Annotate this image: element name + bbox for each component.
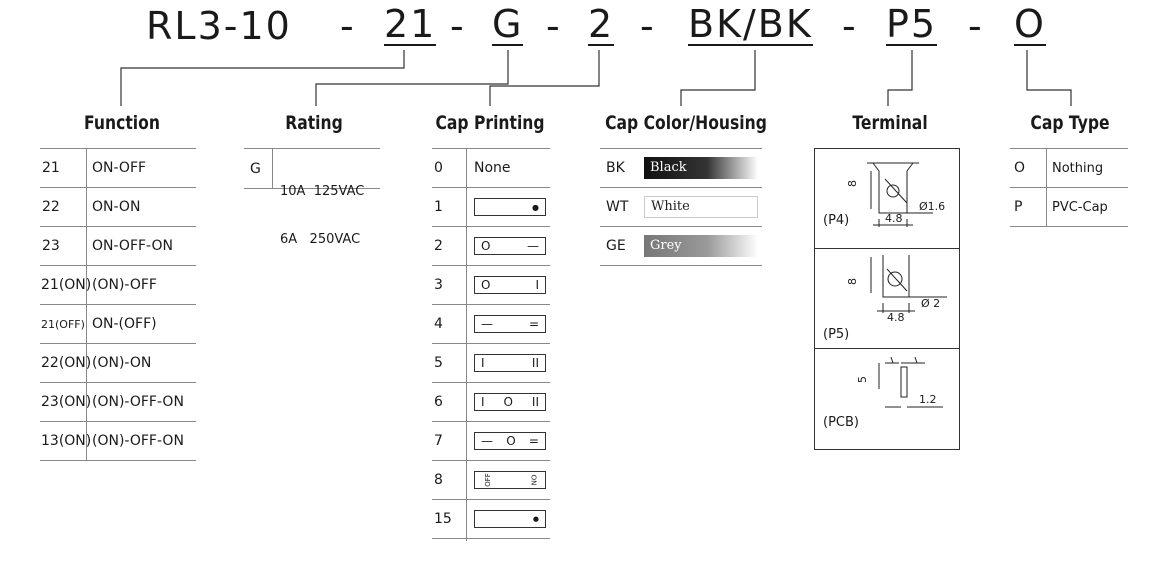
switch-right: II: [531, 356, 539, 370]
captype-table: [1010, 148, 1128, 227]
switch-left: OFF: [483, 473, 492, 487]
printing-code: 5: [434, 355, 443, 371]
captype-header: Cap Type: [1030, 112, 1110, 134]
printing-code: 4: [434, 316, 443, 332]
switch-right: II: [531, 395, 539, 409]
pcb-label: (PCB): [823, 415, 859, 430]
code-terminal: P5: [886, 2, 938, 46]
terminal-pcb-drawing: [815, 349, 961, 451]
grey-swatch: Grey: [644, 235, 758, 257]
switch-mid: O: [506, 434, 516, 448]
printing-code: 15: [434, 511, 452, 527]
switch-mid: O: [503, 395, 513, 409]
function-code: 21(ON): [41, 277, 92, 293]
switch-left: —: [481, 434, 493, 448]
leader-line-printing: [490, 50, 599, 106]
function-code: 23(ON): [41, 394, 92, 410]
rating-line-1: 10A 125VAC: [280, 184, 365, 199]
leader-line-rating: [316, 50, 508, 106]
rating-divider: [272, 149, 273, 189]
function-label: ON-(OFF): [92, 316, 157, 332]
printing-code: 1: [434, 199, 443, 215]
code-sep: -: [968, 4, 982, 48]
function-row: [40, 227, 196, 266]
printing-row: [432, 149, 550, 188]
switch-icon: [474, 237, 546, 255]
printing-row: [432, 344, 550, 383]
code-color: BK/BK: [688, 2, 813, 46]
leader-line-terminal: [888, 50, 912, 106]
captype-label: PVC-Cap: [1052, 199, 1108, 215]
printing-code: 0: [434, 160, 443, 176]
pcb-width: 1.2: [919, 393, 937, 406]
p5-width: 4.8: [887, 311, 905, 324]
leader-line-captype: [1027, 50, 1071, 106]
printing-row: [432, 500, 550, 539]
printing-table: [432, 148, 550, 539]
printing-row: [432, 266, 550, 305]
captype-row: [1010, 149, 1128, 188]
function-code: 13(ON): [41, 433, 92, 449]
code-printing: 2: [588, 2, 615, 46]
rating-values: [280, 152, 364, 280]
printing-code: 8: [434, 472, 443, 488]
printing-row: [432, 422, 550, 461]
p5-diameter: Ø 2: [921, 297, 941, 310]
rating-line-2: 6A 250VAC: [280, 232, 361, 247]
rating-table: [244, 148, 380, 247]
code-sep: -: [640, 4, 654, 48]
function-row: [40, 305, 196, 344]
white-swatch: White: [644, 196, 758, 218]
rating-header: Rating: [285, 112, 343, 134]
function-header: Function: [84, 112, 160, 134]
p4-diameter: Ø1.6: [919, 200, 946, 213]
switch-right: I: [535, 278, 539, 292]
pcb-height: 5: [856, 376, 869, 383]
function-table: [40, 148, 196, 461]
function-row: [40, 344, 196, 383]
rating-code: G: [250, 160, 261, 177]
switch-icon: [474, 276, 546, 294]
code-sep: -: [450, 4, 464, 48]
switch-right: —: [526, 239, 539, 253]
switch-left: I: [481, 356, 485, 370]
printing-row: [432, 305, 550, 344]
p4-label: (P4): [823, 213, 850, 228]
printing-code: 7: [434, 433, 443, 449]
printing-code: 3: [434, 277, 443, 293]
switch-right: ON: [529, 474, 538, 486]
switch-left: O: [481, 239, 491, 253]
code-captype: O: [1014, 2, 1046, 46]
switch-left: I: [481, 395, 485, 409]
code-base: RL3-10: [146, 4, 292, 48]
switch-icon: [474, 432, 546, 450]
switch-right: =: [528, 434, 539, 448]
switch-left: O: [481, 278, 491, 292]
switch-right: =: [528, 317, 539, 331]
function-row: [40, 422, 196, 461]
p4-height: 8: [846, 180, 859, 187]
switch-icon: [474, 393, 546, 411]
code-sep: -: [842, 4, 856, 48]
switch-right: ●: [532, 515, 539, 523]
capcolor-table: [600, 148, 762, 266]
printing-row: [432, 383, 550, 422]
switch-icon: [474, 354, 546, 372]
function-code: 23: [42, 238, 60, 254]
capcolor-row: [600, 188, 762, 227]
capcolor-code: BK: [606, 160, 625, 176]
function-row: [40, 383, 196, 422]
function-row: [40, 149, 196, 188]
printing-label: None: [474, 160, 511, 176]
code-sep: -: [546, 4, 560, 48]
captype-label: Nothing: [1052, 160, 1104, 176]
function-code: 21(OFF): [41, 317, 85, 331]
leader-line-color: [681, 50, 755, 106]
switch-left: —: [481, 317, 493, 331]
black-swatch: Black: [644, 157, 758, 179]
function-code: 22: [42, 199, 60, 215]
terminal-header: Terminal: [852, 112, 928, 134]
switch-icon: [474, 198, 546, 216]
captype-row: [1010, 188, 1128, 227]
function-code: 22(ON): [41, 355, 92, 371]
function-label: ON-OFF: [92, 160, 147, 176]
terminal-p4-drawing: [815, 149, 961, 249]
capcolor-row: [600, 149, 762, 188]
function-code: 21: [42, 160, 60, 176]
capcolor-code: WT: [606, 199, 629, 215]
function-label: ON-ON: [92, 199, 141, 215]
captype-code: P: [1014, 199, 1023, 215]
code-sep: -: [340, 4, 354, 48]
function-row: [40, 266, 196, 305]
terminal-panel: [814, 148, 960, 450]
capcolor-row: [600, 227, 762, 266]
p5-label: (P5): [823, 327, 850, 342]
rating-row: [244, 149, 380, 247]
printing-code: 6: [434, 394, 443, 410]
function-label: (ON)-OFF-ON: [92, 433, 184, 449]
switch-icon: [474, 471, 546, 489]
capcolor-header: Cap Color/Housing: [605, 112, 767, 134]
code-rating: G: [492, 2, 524, 46]
printing-code: 2: [434, 238, 443, 254]
printing-row: [432, 227, 550, 266]
printing-row: [432, 461, 550, 500]
captype-code: O: [1014, 160, 1026, 176]
p5-height: 8: [846, 278, 859, 285]
leader-line-function: [121, 50, 404, 106]
switch-icon: [474, 315, 546, 333]
p4-width: 4.8: [885, 212, 903, 225]
function-row: [40, 188, 196, 227]
switch-right: ●: [532, 202, 539, 212]
function-label: (ON)-OFF: [92, 277, 157, 293]
capcolor-code: GE: [606, 238, 626, 254]
switch-icon: [474, 510, 546, 528]
function-label: ON-OFF-ON: [92, 238, 173, 254]
function-label: (ON)-ON: [92, 355, 152, 371]
printing-row: [432, 188, 550, 227]
code-function: 21: [384, 2, 437, 46]
function-label: (ON)-OFF-ON: [92, 394, 184, 410]
printing-header: Cap Printing: [435, 112, 545, 134]
